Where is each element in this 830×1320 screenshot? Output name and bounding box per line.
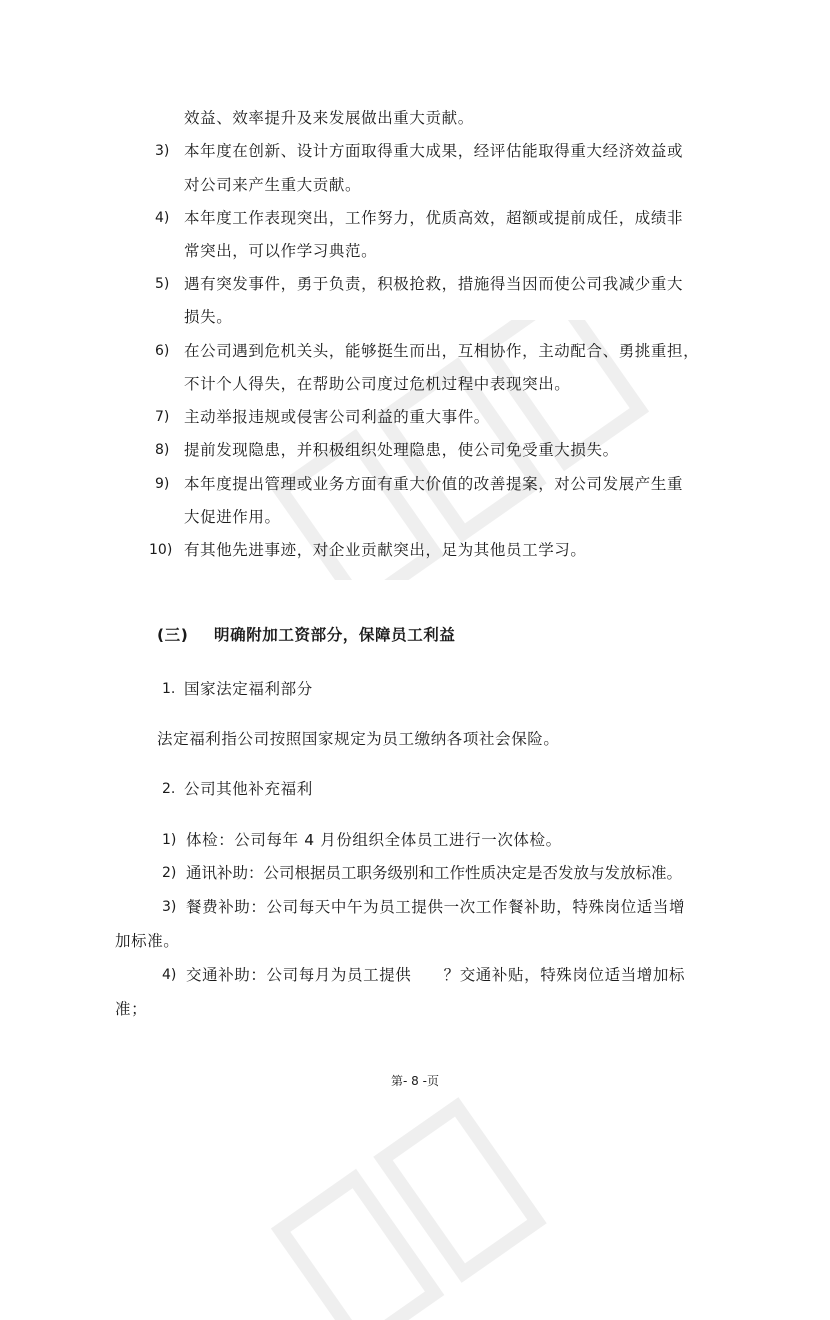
item-number: 10) (149, 542, 173, 558)
list-item-cont: 损失。 (184, 308, 233, 326)
benefit-item-cont: 准； (115, 1000, 148, 1018)
benefit-item: 餐费补助：公司每天中午为员工提供一次工作餐补助，特殊岗位适当增 (186, 898, 686, 916)
list-item: 有其他先进事迹，对企业贡献突出，足为其他员工学习。 (184, 541, 587, 559)
item-number: 9) (155, 476, 170, 492)
item-number: 8) (155, 442, 170, 458)
benefit-number: 2) (162, 865, 177, 881)
list-item-cont: 大促进作用。 (184, 508, 281, 526)
item-number: 4) (155, 210, 170, 226)
section-number: (三) (157, 626, 189, 644)
section-title: 明确附加工资部分，保障员工利益 (214, 626, 456, 644)
item-number: 6) (155, 343, 170, 359)
subsection-title: 公司其他补充福利 (184, 780, 313, 798)
item-number: 3) (155, 143, 170, 159)
list-item-cont: 不计个人得失，在帮助公司度过危机过程中表现突出。 (184, 375, 571, 393)
watermark-bottom-icon (250, 1060, 670, 1320)
benefit-item: 通讯补助：公司根据员工职务级别和工作性质决定是否发放与发放标准。 (186, 864, 683, 882)
benefit-number: 1) (162, 832, 177, 848)
benefit-number: 3) (162, 899, 177, 915)
benefit-item: 体检：公司每年 4 月份组织全体员工进行一次体检。 (186, 831, 562, 849)
benefit-item-cont: 加标准。 (115, 932, 180, 950)
continuation-text: 效益、效率提升及来发展做出重大贡献。 (184, 109, 474, 127)
item-number: 5) (155, 276, 170, 292)
page-number: 第- 8 -页 (391, 1074, 439, 1088)
list-item: 主动举报违规或侵害公司利益的重大事件。 (184, 408, 490, 426)
list-item-cont: 常突出，可以作学习典范。 (184, 242, 378, 260)
item-number: 7) (155, 409, 170, 425)
list-item: 遇有突发事件，勇于负责，积极抢救，措施得当因而使公司我减少重大 (184, 275, 684, 293)
benefit-number: 4) (162, 967, 177, 983)
subsection-title: 国家法定福利部分 (184, 680, 313, 698)
subsection-number: 1. (162, 681, 176, 697)
benefit-item: 交通补助：公司每月为员工提供 ？交通补贴，特殊岗位适当增加标 (186, 966, 686, 984)
subsection-number: 2. (162, 781, 176, 797)
list-item: 提前发现隐患，并积极组织处理隐患，使公司免受重大损失。 (184, 441, 619, 459)
list-item: 本年度提出管理或业务方面有重大价值的改善提案，对公司发展产生重 (184, 475, 684, 493)
list-item: 在公司遇到危机关头，能够挺生而出，互相协作，主动配合、勇挑重担， (184, 342, 700, 360)
list-item: 本年度工作表现突出，工作努力，优质高效，超额或提前成任，成绩非 (184, 209, 684, 227)
paragraph: 法定福利指公司按照国家规定为员工缴纳各项社会保险。 (157, 730, 560, 748)
list-item-cont: 对公司来产生重大贡献。 (184, 176, 362, 194)
list-item: 本年度在创新、设计方面取得重大成果，经评估能取得重大经济效益或 (184, 142, 684, 160)
